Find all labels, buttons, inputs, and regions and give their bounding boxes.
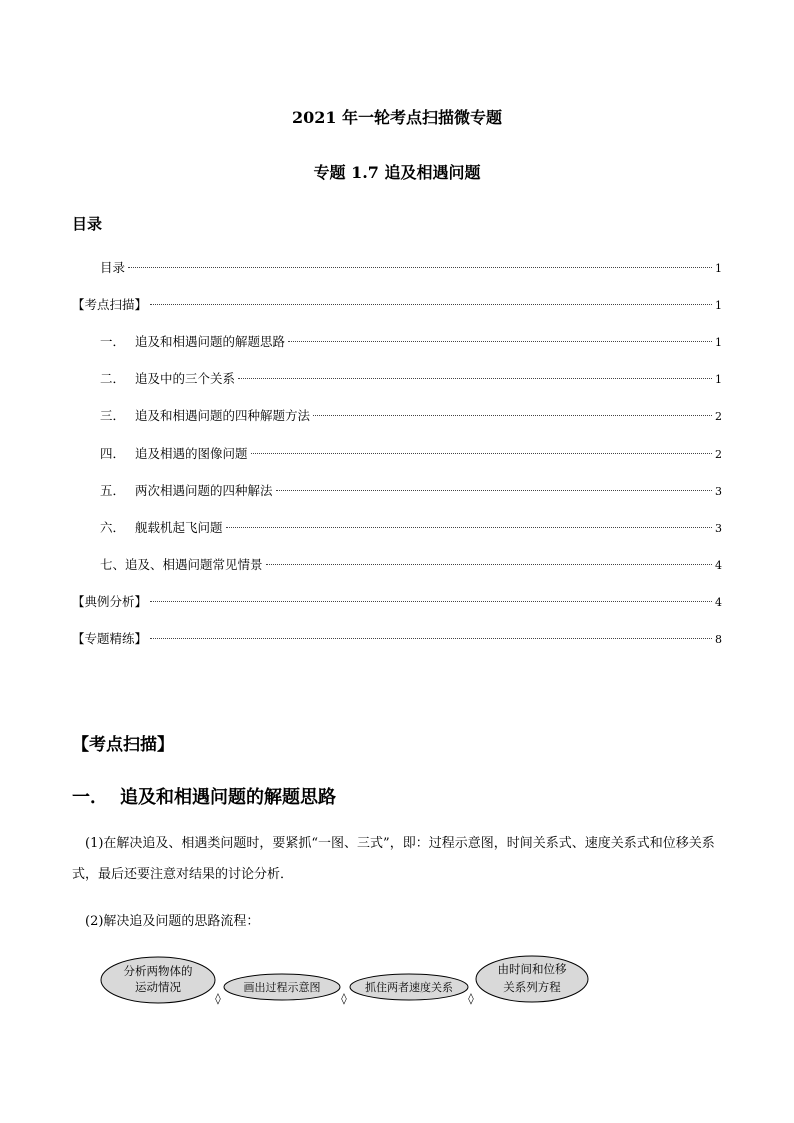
flow-step-2 bbox=[224, 974, 340, 1000]
toc-entry[interactable] bbox=[100, 369, 722, 387]
toc-leader-dots bbox=[150, 304, 712, 305]
heading-number: 一． bbox=[72, 787, 108, 808]
paragraph-flow-intro: (2)解决追及问题的思路流程： bbox=[85, 914, 260, 929]
toc-entry[interactable] bbox=[100, 518, 722, 536]
toc-heading: 目录 bbox=[72, 215, 103, 233]
toc-entry-label: 目录 bbox=[100, 260, 126, 275]
flow-step-2-label: 画出过程示意图 bbox=[243, 981, 321, 994]
toc-entry[interactable] bbox=[100, 406, 722, 424]
toc-entry-number: 四． bbox=[100, 446, 126, 461]
toc-entry[interactable] bbox=[72, 592, 722, 610]
heading-1 bbox=[72, 783, 336, 809]
toc-entry[interactable] bbox=[100, 481, 722, 499]
toc-entry[interactable] bbox=[100, 258, 722, 276]
document-subtitle: 专题 1.7 追及相遇问题 bbox=[313, 163, 481, 182]
document-title: 2021 年一轮考点扫描微专题 bbox=[291, 108, 503, 127]
toc-entry-label: 追及相遇的图像问题 bbox=[135, 446, 248, 461]
toc-page-number: 2 bbox=[715, 410, 722, 423]
toc-entry-number: 六． bbox=[100, 520, 126, 535]
toc-leader-dots bbox=[288, 341, 712, 342]
flow-step-4-line1: 由时间和位移 bbox=[497, 962, 567, 976]
toc-page-number: 1 bbox=[715, 299, 722, 312]
toc-leader-dots bbox=[226, 527, 712, 528]
flow-arrow-connector: ◊ bbox=[215, 992, 221, 1005]
toc-entry-label: 追及和相遇问题的解题思路 bbox=[135, 334, 286, 349]
flow-arrow-connector: ◊ bbox=[468, 992, 474, 1005]
toc-entry[interactable] bbox=[100, 555, 722, 573]
toc-entry[interactable] bbox=[100, 332, 722, 350]
toc-page-number: 3 bbox=[715, 522, 722, 535]
section-heading: 【考点扫描】 bbox=[72, 735, 174, 755]
toc-entry-label: 舰载机起飞问题 bbox=[135, 520, 223, 535]
toc-entry-label: 追及中的三个关系 bbox=[135, 371, 236, 386]
flow-step-1 bbox=[101, 957, 215, 1003]
toc-page-number: 8 bbox=[715, 633, 722, 646]
toc-page-number: 1 bbox=[715, 336, 722, 349]
flow-step-4 bbox=[476, 956, 588, 1002]
flow-diagram-svg bbox=[0, 955, 794, 1015]
toc-page-number: 3 bbox=[715, 485, 722, 498]
heading-text: 追及和相遇问题的解题思路 bbox=[120, 787, 336, 808]
toc-leader-dots bbox=[128, 267, 712, 268]
toc-leader-dots bbox=[238, 378, 712, 379]
toc-entry-label: 七、追及、相遇问题常见情景 bbox=[100, 557, 263, 572]
toc-entry-label: 【专题精练】 bbox=[72, 631, 148, 646]
toc-entry-label: 两次相遇问题的四种解法 bbox=[135, 483, 273, 498]
toc-entry-number: 一． bbox=[100, 334, 126, 349]
toc-entry[interactable] bbox=[72, 295, 722, 313]
paragraph-approach: (1)在解决追及、相遇类问题时，要紧抓“一图、三式”，即：过程示意图，时间关系式、速度关系式和位移关系式，最后还要注意对结果的讨论分析． bbox=[72, 836, 715, 882]
toc-page-number: 4 bbox=[715, 596, 722, 609]
toc-entry-number: 二． bbox=[100, 371, 126, 386]
flow-step-3-label: 抓住两者速度关系 bbox=[365, 981, 453, 994]
toc-page-number: 4 bbox=[715, 559, 722, 572]
toc-entry-label: 追及和相遇问题的四种解题方法 bbox=[135, 408, 311, 423]
flow-step-1-line2: 运动情况 bbox=[135, 980, 181, 994]
flow-step-1-line1: 分析两物体的 bbox=[123, 964, 193, 978]
toc-leader-dots bbox=[251, 453, 712, 454]
toc-entry-label: 【考点扫描】 bbox=[72, 297, 148, 312]
toc-leader-dots bbox=[266, 564, 712, 565]
toc-entry-label: 【典例分析】 bbox=[72, 594, 148, 609]
toc-entry-number: 三． bbox=[100, 408, 126, 423]
toc-leader-dots bbox=[150, 601, 712, 602]
toc-page-number: 2 bbox=[715, 448, 722, 461]
flow-arrow-connector: ◊ bbox=[341, 992, 347, 1005]
toc-entry-number: 五． bbox=[100, 483, 126, 498]
toc-leader-dots bbox=[313, 415, 712, 416]
toc-entry[interactable] bbox=[100, 444, 722, 462]
flow-step-4-line2: 关系列方程 bbox=[503, 980, 561, 994]
toc-page-number: 1 bbox=[715, 262, 722, 275]
toc-page-number: 1 bbox=[715, 373, 722, 386]
toc-leader-dots bbox=[150, 638, 712, 639]
flow-diagram bbox=[0, 955, 794, 1019]
toc-leader-dots bbox=[276, 490, 712, 491]
flow-step-3 bbox=[350, 974, 468, 1000]
toc-entry[interactable] bbox=[72, 629, 722, 647]
